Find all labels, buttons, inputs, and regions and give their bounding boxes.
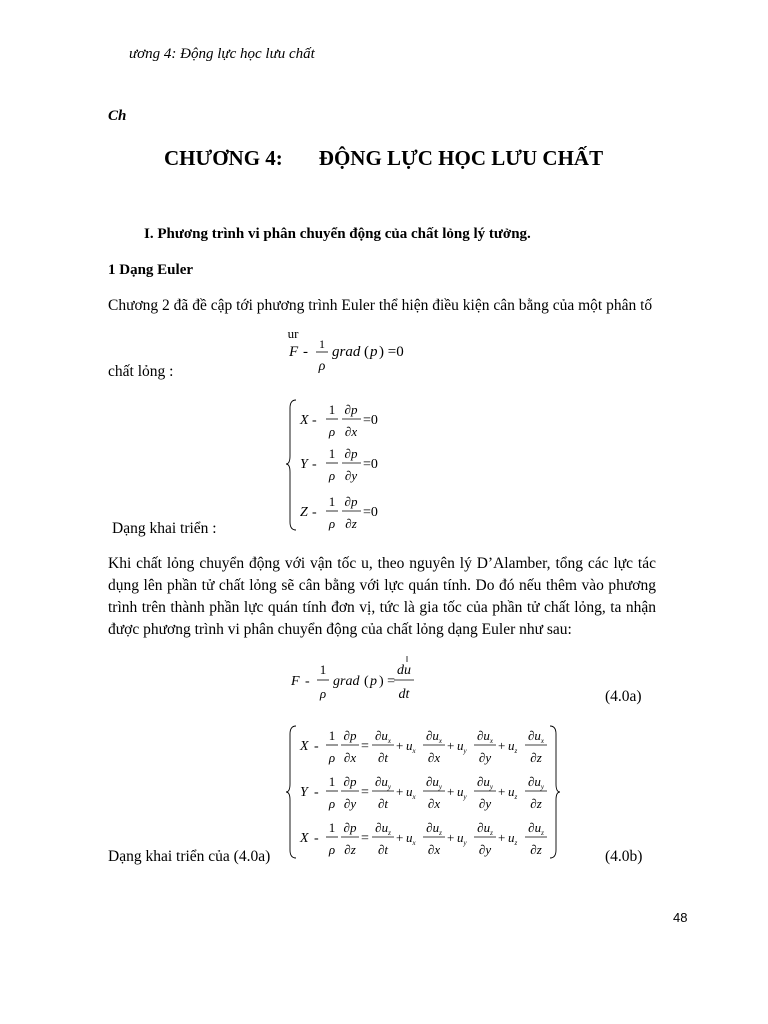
equation-number-b: (4.0b) xyxy=(605,848,643,865)
svg-text:1: 1 xyxy=(319,662,327,677)
svg-text:uz: $u_z$ xyxy=(508,784,518,801)
svg-text:-: - xyxy=(305,674,310,689)
svg-text:1: 1 xyxy=(328,494,336,509)
svg-text:X: X xyxy=(300,413,309,428)
svg-text:∂uy: $\partial u_y$ xyxy=(374,774,392,791)
label-expansion: Dạng khai triển : xyxy=(112,520,217,537)
label-expansion-of: Dạng khai triển của (4.0a) xyxy=(108,848,271,865)
svg-text:∂ux: $\partial u_x$ xyxy=(476,728,494,745)
svg-text:dt: dt xyxy=(398,687,410,702)
chapter-number: CHƯƠNG 4: xyxy=(164,146,283,170)
svg-text:+: + xyxy=(498,738,506,753)
svg-text:+: + xyxy=(396,784,404,799)
svg-text:) =: ) = xyxy=(379,674,396,689)
chapter-fragment: Ch xyxy=(108,108,127,124)
svg-text:ρ: ρ xyxy=(319,686,327,701)
svg-text:ux: $u_x$ xyxy=(406,830,416,847)
svg-text:du: du xyxy=(397,663,411,678)
svg-text:grad: grad xyxy=(333,674,360,689)
section-heading: I. Phương trình vi phân chuyển động của chất lỏng lý tưởng. xyxy=(144,226,531,242)
svg-text:+: + xyxy=(447,830,455,845)
svg-text:ρ: ρ xyxy=(328,796,336,811)
svg-text:∂p: ∂p xyxy=(344,446,358,461)
svg-text:+: + xyxy=(447,784,455,799)
svg-text:1: 1 xyxy=(319,337,325,351)
running-header: ương 4: Động lực học lưu chất xyxy=(129,46,315,62)
svg-text:∂y: ∂y xyxy=(478,750,492,765)
svg-text:∂y: ∂y xyxy=(344,468,358,483)
page-number: 48 xyxy=(673,910,688,925)
svg-text:∂p: ∂p xyxy=(343,728,357,743)
svg-text:=: = xyxy=(361,831,369,846)
svg-text:1: 1 xyxy=(328,728,336,743)
svg-text:Z: Z xyxy=(300,505,308,520)
svg-text:=0: =0 xyxy=(363,505,378,520)
svg-text:∂t: ∂t xyxy=(377,796,389,811)
svg-text:∂uz: $\partial u_z$ xyxy=(375,820,391,837)
svg-text:ux: $u_x$ xyxy=(406,738,416,755)
equation-euler-static xyxy=(284,326,424,376)
svg-text:Y: Y xyxy=(300,785,308,800)
svg-text:(: ( xyxy=(364,674,369,689)
svg-text:=: = xyxy=(361,785,369,800)
equation-row-y xyxy=(300,774,547,811)
svg-text:Y: Y xyxy=(300,457,308,472)
chapter-name: ĐỘNG LỰC HỌC LƯU CHẤT xyxy=(318,146,604,170)
svg-text:F: F xyxy=(289,344,299,360)
svg-text:uz: $u_z$ xyxy=(508,830,518,847)
svg-text:uy: $u_y$ xyxy=(457,738,467,755)
svg-text:∂p: ∂p xyxy=(344,494,358,509)
paragraph-dalambert: Khi chất lỏng chuyển động với vận tốc u, theo nguyên lý D’Alamber, tổng các lực tác dụng lên phần tử chất lỏng sẽ cân bằng với lực quán tính. Do đó nếu thêm vào phương trình trên thành phần lực quán tính đơn vị, tức là gia tốc của phần tử chất lỏng, ta nhận được phương trình vi phân chuyển động của chất lỏng dạng Euler như sau: xyxy=(108,555,656,638)
svg-text:-: - xyxy=(312,457,317,472)
svg-text:ux: $u_x$ xyxy=(406,784,416,801)
svg-text:ρ: ρ xyxy=(328,468,336,483)
svg-text:∂uz: $\partial u_z$ xyxy=(528,820,544,837)
svg-text:=0: =0 xyxy=(363,457,378,472)
vector-arrow: ur xyxy=(287,326,299,341)
svg-text:∂z: ∂z xyxy=(530,842,542,857)
equation-4-0b xyxy=(286,722,560,864)
svg-text:p: p xyxy=(370,674,377,689)
equation-static-expanded xyxy=(286,394,396,536)
svg-text:X: X xyxy=(300,831,309,846)
svg-text:) =0: ) =0 xyxy=(379,344,404,360)
svg-text:∂uz: $\partial u_z$ xyxy=(477,820,493,837)
svg-text:∂z: ∂z xyxy=(345,516,357,531)
svg-text:-: - xyxy=(312,505,317,520)
svg-text:1: 1 xyxy=(328,446,336,461)
subsection-heading: 1 Dạng Euler xyxy=(108,262,194,278)
svg-text:-: - xyxy=(314,831,319,846)
equation-row-x xyxy=(299,728,547,765)
svg-text:uy: $u_y$ xyxy=(457,784,467,801)
svg-text:∂uy: $\partial u_y$ xyxy=(425,774,443,791)
svg-text:+: + xyxy=(447,738,455,753)
svg-text:ρ: ρ xyxy=(328,516,336,531)
svg-text:uy: $u_y$ xyxy=(457,830,467,847)
svg-text:ρ: ρ xyxy=(328,842,336,857)
svg-text:∂p: ∂p xyxy=(344,402,358,417)
svg-text:∂x: ∂x xyxy=(344,424,358,439)
chapter-title xyxy=(164,146,603,171)
svg-text:∂x: ∂x xyxy=(343,750,357,765)
svg-text:ρ: ρ xyxy=(328,750,336,765)
svg-text:∂p: ∂p xyxy=(343,820,357,835)
svg-text:ρ: ρ xyxy=(328,424,336,439)
svg-text:∂x: ∂x xyxy=(427,750,441,765)
svg-text:(: ( xyxy=(364,344,369,360)
svg-text:∂uz: $\partial u_z$ xyxy=(426,820,442,837)
svg-text:∂z: ∂z xyxy=(530,750,542,765)
svg-text:∂y: ∂y xyxy=(343,796,357,811)
paragraph-intro: Chương 2 đã đề cập tới phương trình Euler thể hiện điều kiện cân bằng của một phân tố xyxy=(108,297,653,314)
svg-text:∂x: ∂x xyxy=(427,842,441,857)
svg-text:+: + xyxy=(396,830,404,845)
svg-text:∂uy: $\partial u_y$ xyxy=(527,774,545,791)
svg-text:-: - xyxy=(312,413,317,428)
svg-text:1: 1 xyxy=(328,402,336,417)
svg-text:=0: =0 xyxy=(363,413,378,428)
svg-text:∂z: ∂z xyxy=(530,796,542,811)
svg-text:∂p: ∂p xyxy=(343,774,357,789)
svg-text:+: + xyxy=(498,830,506,845)
svg-text:grad: grad xyxy=(332,344,361,360)
label-fluid: chất lỏng : xyxy=(108,363,174,380)
svg-text:∂uy: $\partial u_y$ xyxy=(476,774,494,791)
svg-text:-: - xyxy=(303,344,308,360)
svg-text:1: 1 xyxy=(328,820,336,835)
svg-text:X: X xyxy=(300,739,309,754)
svg-text:F: F xyxy=(291,674,300,689)
svg-text:∂y: ∂y xyxy=(478,796,492,811)
equation-row-z xyxy=(299,820,547,857)
svg-text:+: + xyxy=(396,738,404,753)
svg-text:∂t: ∂t xyxy=(377,750,389,765)
svg-text:=: = xyxy=(361,739,369,754)
svg-text:∂ux: $\partial u_x$ xyxy=(374,728,392,745)
svg-text:-: - xyxy=(314,785,319,800)
svg-text:1: 1 xyxy=(328,774,336,789)
equation-number-a: (4.0a) xyxy=(605,688,642,705)
svg-text:∂y: ∂y xyxy=(478,842,492,857)
svg-text:ρ: ρ xyxy=(318,359,326,374)
svg-text:-: - xyxy=(314,739,319,754)
svg-text:∂ux: $\partial u_x$ xyxy=(527,728,545,745)
equation-4-0a xyxy=(286,652,426,704)
svg-text:p: p xyxy=(370,344,378,360)
svg-text:∂t: ∂t xyxy=(377,842,389,857)
svg-text:∂z: ∂z xyxy=(344,842,356,857)
svg-text:uz: $u_z$ xyxy=(508,738,518,755)
svg-text:∂ux: $\partial u_x$ xyxy=(425,728,443,745)
svg-text:+: + xyxy=(498,784,506,799)
svg-text:∂x: ∂x xyxy=(427,796,441,811)
